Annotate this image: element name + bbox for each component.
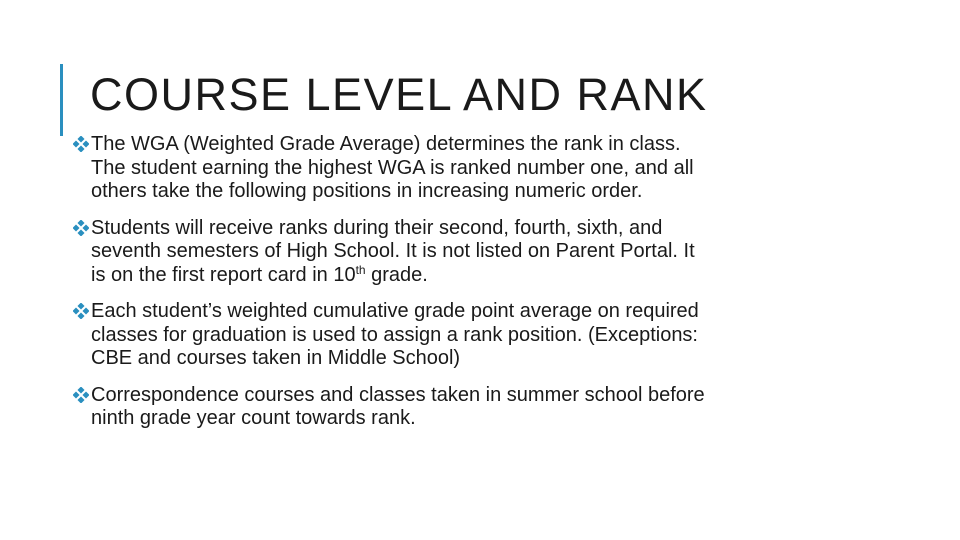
bullet-line-report-card (91, 264, 863, 288)
bullet-line: The student earning the highest WGA is ranked number one, and all (91, 156, 694, 179)
bullet-line: CBE and courses taken in Middle School) (91, 347, 461, 369)
bullet-line: others take the following positions in increasing numeric order. (91, 180, 643, 202)
bullet-item-gpa (73, 300, 863, 371)
diamond-cluster-icon (73, 220, 89, 236)
grade-text: grade. (365, 263, 428, 286)
bullet-line: Students will receive ranks during their second, fourth, sixth, and (91, 216, 663, 239)
slide-title: COURSE LEVEL AND RANK (90, 69, 708, 120)
diamond-cluster-icon (73, 136, 89, 152)
bullet-line: Correspondence courses and classes taken in summer school before (91, 383, 705, 406)
bullet-line: classes for graduation is used to assign a rank position. (Exceptions: (91, 323, 698, 346)
title-accent-bar (60, 64, 63, 136)
bullet-line: ninth grade year count towards rank. (91, 407, 416, 429)
bullet-list (73, 133, 863, 444)
bullet-item-wga (73, 133, 863, 204)
bullet-line: seventh semesters of High School. It is not listed on Parent Portal. It (91, 240, 695, 262)
bullet-line: Each student’s weighted cumulative grade point average on required (91, 300, 699, 322)
bullet-line: The WGA (Weighted Grade Average) determines the rank in class. (91, 133, 681, 155)
diamond-cluster-icon (73, 303, 89, 319)
diamond-cluster-icon (73, 387, 89, 403)
ordinal-suffix: th (355, 262, 366, 277)
bullet-item-correspondence (73, 384, 863, 431)
report-card-text: is on the first report card in 10 (91, 263, 356, 286)
bullet-item-semesters (73, 217, 863, 288)
